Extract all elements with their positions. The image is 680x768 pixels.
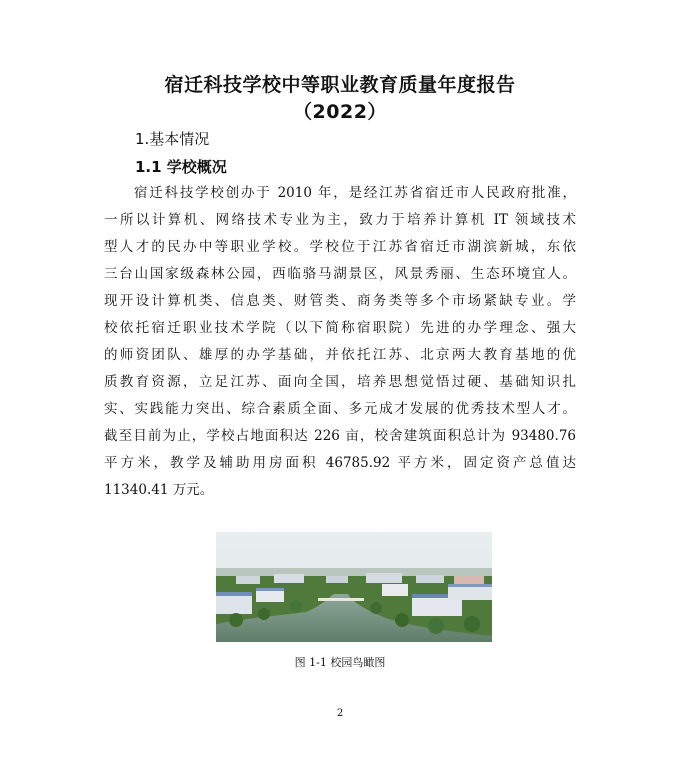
subsection-heading: 1.1 学校概况 [135,158,227,176]
paragraph-line: 一所以计算机、网络技术专业为主，致力于培养计算机 IT 领域技术 [104,212,576,228]
paragraph-line: 的师资团队、雄厚的办学基础，并依托江苏、北京两大教育基地的优 [104,347,576,363]
paragraph-line: 三台山国家级森林公园，西临骆马湖景区，风景秀丽、生态环境宜人。 [104,266,576,282]
paragraph-line: 型人才的民办中等职业学校。学校位于江苏省宿迁市湖滨新城，东依 [104,239,576,255]
paragraph-line: 实、实践能力突出、综合素质全面、多元成才发展的优秀技术型人才。 [104,401,576,417]
paragraph-line: 校依托宿迁职业技术学院（以下简称宿职院）先进的办学理念、强大 [104,320,576,336]
page-number: 2 [336,708,344,719]
campus-aerial-photo [216,532,492,642]
figure-caption: 图 1-1 校园鸟瞰图 [294,656,386,669]
paragraph-line: 宿迁科技学校创办于 2010 年，是经江苏省宿迁市人民政府批准， [134,185,576,201]
report-title: 宿迁科技学校中等职业教育质量年度报告 [164,74,516,96]
paragraph-line: 平方米，教学及辅助用房面积 46785.92 平方米，固定资产总值达 [104,455,576,471]
paragraph-line: 截至目前为止，学校占地面积达 226 亩，校舍建筑面积总计为 93480.76 [104,428,576,444]
section-heading: 1.基本情况 [135,130,210,148]
paragraph-line: 质教育资源，立足江苏、面向全国，培养思想觉悟过硬、基础知识扎 [104,374,576,390]
report-year: （2022） [293,101,387,123]
paragraph-line: 现开设计算机类、信息类、财管类、商务类等多个市场紧缺专业。学 [104,293,576,309]
paragraph-line: 11340.41 万元。 [104,482,214,498]
